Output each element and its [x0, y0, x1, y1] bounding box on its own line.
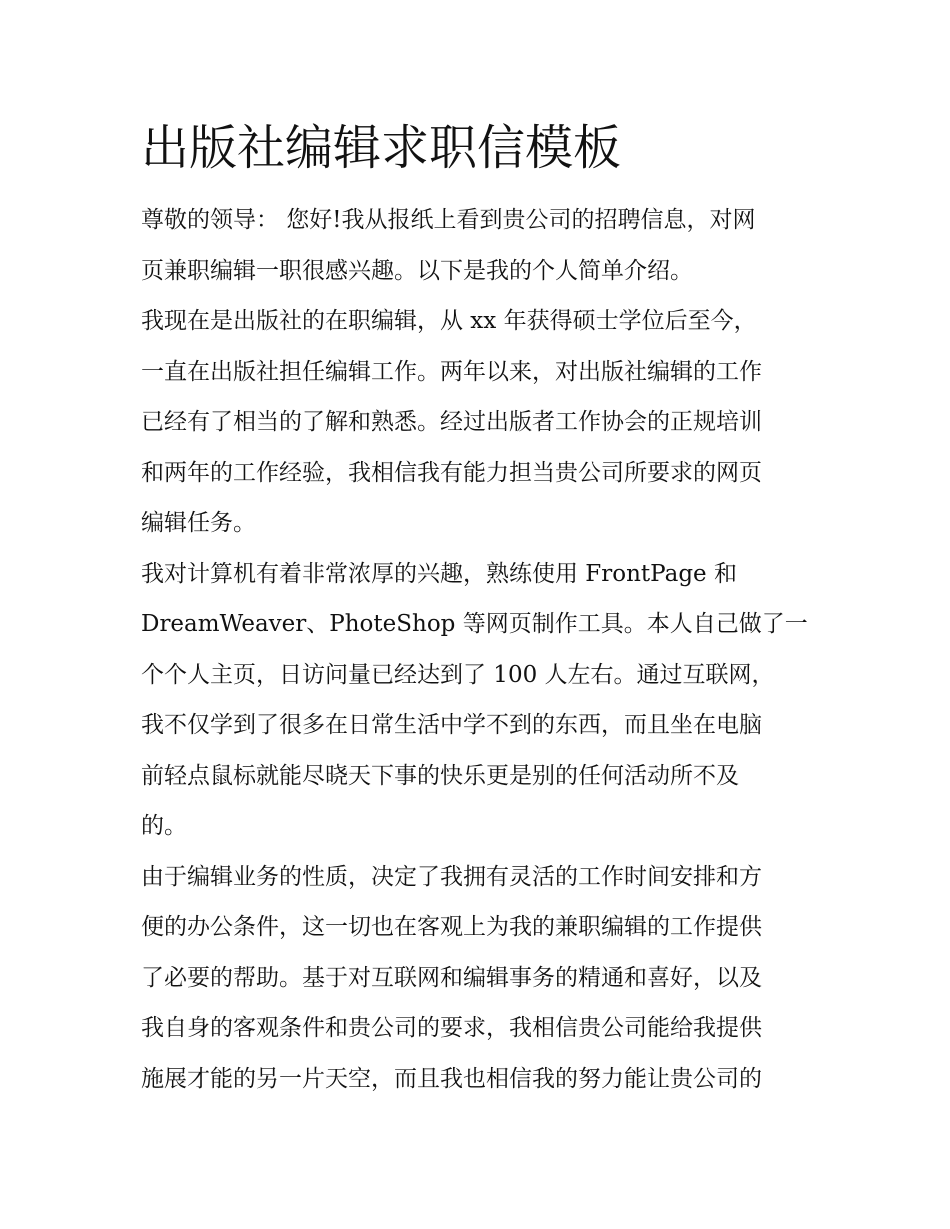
body-line: 前轻点鼠标就能尽晓天下事的快乐更是别的任何活动所不及: [141, 762, 739, 789]
body-line: 了必要的帮助。基于对互联网和编辑事务的精通和喜好，以及: [141, 964, 762, 991]
body-line: 页兼职编辑一职很感兴趣。以下是我的个人简单介绍。: [141, 257, 693, 284]
body-line: 已经有了相当的了解和熟悉。经过出版者工作协会的正规培训: [141, 409, 762, 435]
body-line: 一直在出版社担任编辑工作。两年以来，对出版社编辑的工作: [141, 358, 762, 385]
body-line: 便的办公条件，这一切也在客观上为我的兼职编辑的工作提供: [141, 914, 762, 940]
document-title: 出版社编辑求职信模板: [141, 120, 622, 176]
body-line: 我现在是出版社的在职编辑，从 xx 年获得硕士学位后至今，: [141, 308, 757, 334]
body-line: 我对计算机有着非常浓厚的兴趣，熟练使用 FrontPage 和: [141, 560, 737, 587]
body-line: 施展才能的另一片天空，而且我也相信我的努力能让贵公司的: [141, 1065, 762, 1092]
body-line: 我自身的客观条件和贵公司的要求，我相信贵公司能给我提供: [141, 1015, 762, 1041]
body-line: 尊敬的领导： 您好!我从报纸上看到贵公司的招聘信息，对网: [141, 207, 756, 233]
body-line: 由于编辑业务的性质，决定了我拥有灵活的工作时间安排和方: [141, 863, 762, 890]
body-line: DreamWeaver、PhoteShop 等网页制作工具。本人自己做了一: [141, 611, 808, 637]
document-body: [141, 195, 821, 1104]
body-line: 我不仅学到了很多在日常生活中学不到的东西，而且坐在电脑: [141, 712, 762, 738]
body-line: 和两年的工作经验，我相信我有能力担当贵公司所要求的网页: [141, 459, 762, 486]
body-line: 编辑任务。: [141, 510, 256, 536]
body-line: 个个人主页，日访问量已经达到了 100 人左右。通过互联网，: [141, 661, 775, 688]
document-content: [141, 118, 821, 1104]
body-line: 的。: [141, 813, 187, 839]
